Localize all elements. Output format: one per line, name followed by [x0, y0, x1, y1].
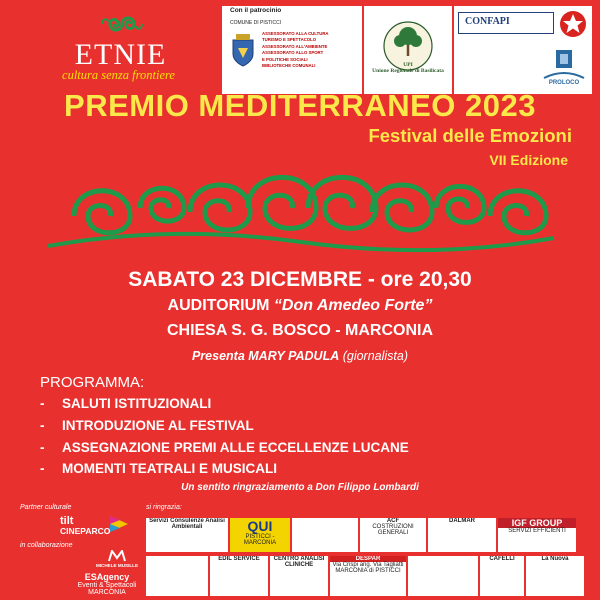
cineparco-mark-icon	[108, 514, 130, 534]
esagency-logo	[74, 572, 140, 596]
assessorato-line: ASSESSORATO ALLO SPORT	[262, 50, 324, 56]
brand-tagline: cultura senza frontiere	[62, 68, 175, 82]
host-name: MARY PADULA	[248, 349, 340, 363]
swirl-mark	[140, 188, 184, 221]
confapi-logo: CONFAPI	[458, 12, 554, 34]
sponsor-name: La Nuova	[541, 556, 569, 562]
upi-name: UPI	[403, 62, 413, 68]
esagency-name: ESAgency	[84, 572, 130, 582]
upi-panel	[364, 6, 452, 94]
program-item-label: INTRODUZIONE AL FESTIVAL	[62, 418, 254, 433]
musille-logo	[94, 550, 140, 572]
sponsor-sub: PISTICCI - MARCONIA	[243, 534, 277, 546]
program-item-label: ASSEGNAZIONE PREMI ALLE ECCELLENZE LUCANE	[62, 440, 409, 455]
host-suffix: (giornalista)	[339, 349, 409, 363]
festival-title: Festival delle Emozioni	[368, 125, 572, 146]
sponsor-name: DESPAR	[330, 556, 406, 562]
assessorato-line: E POLITICHE SOCIALI	[262, 56, 308, 62]
venue-name: “Don Amedeo Forte”	[273, 297, 433, 314]
sponsor-tile	[146, 518, 228, 552]
swirl-mark	[490, 191, 546, 233]
sponsor-tile	[330, 556, 406, 596]
swirl-mark	[74, 191, 130, 233]
sponsor-name: QUI	[247, 518, 273, 534]
esagency-city: MARCONIA	[88, 589, 126, 596]
cineparco-logo	[60, 514, 136, 538]
swirl-mark	[436, 186, 484, 222]
host-line	[0, 349, 600, 363]
assessorato-line: TURISMO E SPETTACOLO	[262, 37, 317, 43]
sponsor-tile	[146, 556, 208, 596]
collab-label: in collaborazione	[20, 542, 73, 549]
program-item: - MOMENTI TEATRALI E MUSICALI	[40, 461, 277, 476]
sponsor-label: si ringrazia:	[146, 504, 182, 511]
host-prefix: Presenta	[191, 349, 249, 363]
cineparco-name: CINEPARCO	[60, 526, 111, 536]
partner-label: Partner culturale	[20, 504, 72, 511]
assessorato-line: ASSESSORATO ALL'AMBIENTE	[262, 43, 328, 49]
program-item: - SALUTI ISTITUZIONALI	[40, 396, 212, 411]
program-title: PROGRAMMA:	[40, 374, 145, 391]
program-item: - INTRODUZIONE AL FESTIVAL	[40, 418, 254, 433]
esagency-sub: Eventi & Spettacoli	[77, 582, 137, 589]
swirl-mark	[190, 185, 250, 230]
sponsor-tile	[428, 518, 496, 552]
swirl-mark	[248, 177, 316, 228]
musille-label: MICHELE MUSILLE	[95, 563, 139, 568]
sponsor-tile	[526, 556, 584, 596]
program-item-label: SALUTI ISTITUZIONALI	[62, 396, 212, 411]
swirl-baseline	[48, 234, 554, 250]
sponsor-name: IGF GROUP	[498, 518, 576, 528]
upi-label	[364, 62, 452, 74]
patronage-label: Con il patrocinio	[230, 7, 282, 14]
upi-sub: Unione Regionale di Basilicata	[372, 68, 444, 74]
sponsor-tile	[360, 518, 426, 552]
sponsor-sub: COSTRUZIONI GENERALI	[372, 524, 414, 536]
brand-name: ETNIE	[74, 38, 167, 71]
sponsor-tile	[230, 518, 290, 552]
assessorati-list	[262, 31, 360, 69]
comune-label: COMUNE DI PISTICCI	[230, 20, 282, 26]
edition-label: VII Edizione	[489, 152, 568, 168]
comune-crest-icon	[228, 32, 258, 68]
sponsor-name: CAFELLI	[489, 556, 515, 562]
sponsor-sub: Via Crispi ang. Via Tagliatti MARCONIA di PISTICCI	[332, 562, 404, 574]
cineparco-tilt: tilt	[60, 515, 74, 527]
main-title: PREMIO MEDITERRANEO 2023	[64, 88, 536, 123]
patronage-panel	[222, 6, 362, 94]
sponsor-grid	[146, 514, 586, 598]
sponsor-name: EDIL SERVICE	[218, 556, 260, 562]
partner-panel	[454, 6, 592, 94]
sponsor-tile	[270, 556, 328, 596]
venue-line	[0, 297, 600, 315]
musille-mark-icon	[108, 550, 126, 562]
proloco-label: PROLOCO	[548, 80, 580, 86]
sponsor-tile	[480, 556, 524, 596]
sponsor-name: ACF	[386, 518, 400, 524]
sponsor-tile	[292, 518, 358, 552]
sponsor-name: DALMAR	[449, 518, 475, 524]
decorative-swirls-icon	[42, 168, 560, 260]
sponsor-tile	[210, 556, 268, 596]
sponsor-tile	[498, 518, 576, 552]
sponsor-sub: SERVIZI EFFICIENTI	[508, 528, 566, 534]
assessorato-line: BIBLIOTECHE COMUNALI	[262, 63, 316, 69]
sponsor-tile	[408, 556, 478, 596]
event-date: SABATO 23 DICEMBRE - ore 20,30	[128, 268, 472, 291]
program-item-label: MOMENTI TEATRALI E MUSICALI	[62, 461, 277, 476]
star-badge-icon	[559, 10, 587, 38]
footer-partners	[14, 500, 140, 600]
location-line: CHIESA S. G. BOSCO - MARCONIA	[166, 322, 434, 339]
program-item: - ASSEGNAZIONE PREMI ALLE ECCELLENZE LUCANE	[40, 440, 409, 455]
sponsor-name: CENTRO ANALISI CLINICHE	[273, 556, 325, 568]
swirl-mark	[308, 177, 376, 228]
assessorato-line: ASSESSORATO ALLA CULTURA	[262, 31, 329, 36]
sponsor-name: Servizi Consulenze Analisi Ambientali	[149, 518, 225, 530]
etnie-logo-swirl-icon	[92, 10, 152, 38]
venue-prefix: AUDITORIUM	[167, 297, 274, 314]
swirl-mark	[372, 185, 432, 230]
thanks-line: Un sentito ringraziamento a Don Filippo Lombardi	[181, 482, 419, 493]
